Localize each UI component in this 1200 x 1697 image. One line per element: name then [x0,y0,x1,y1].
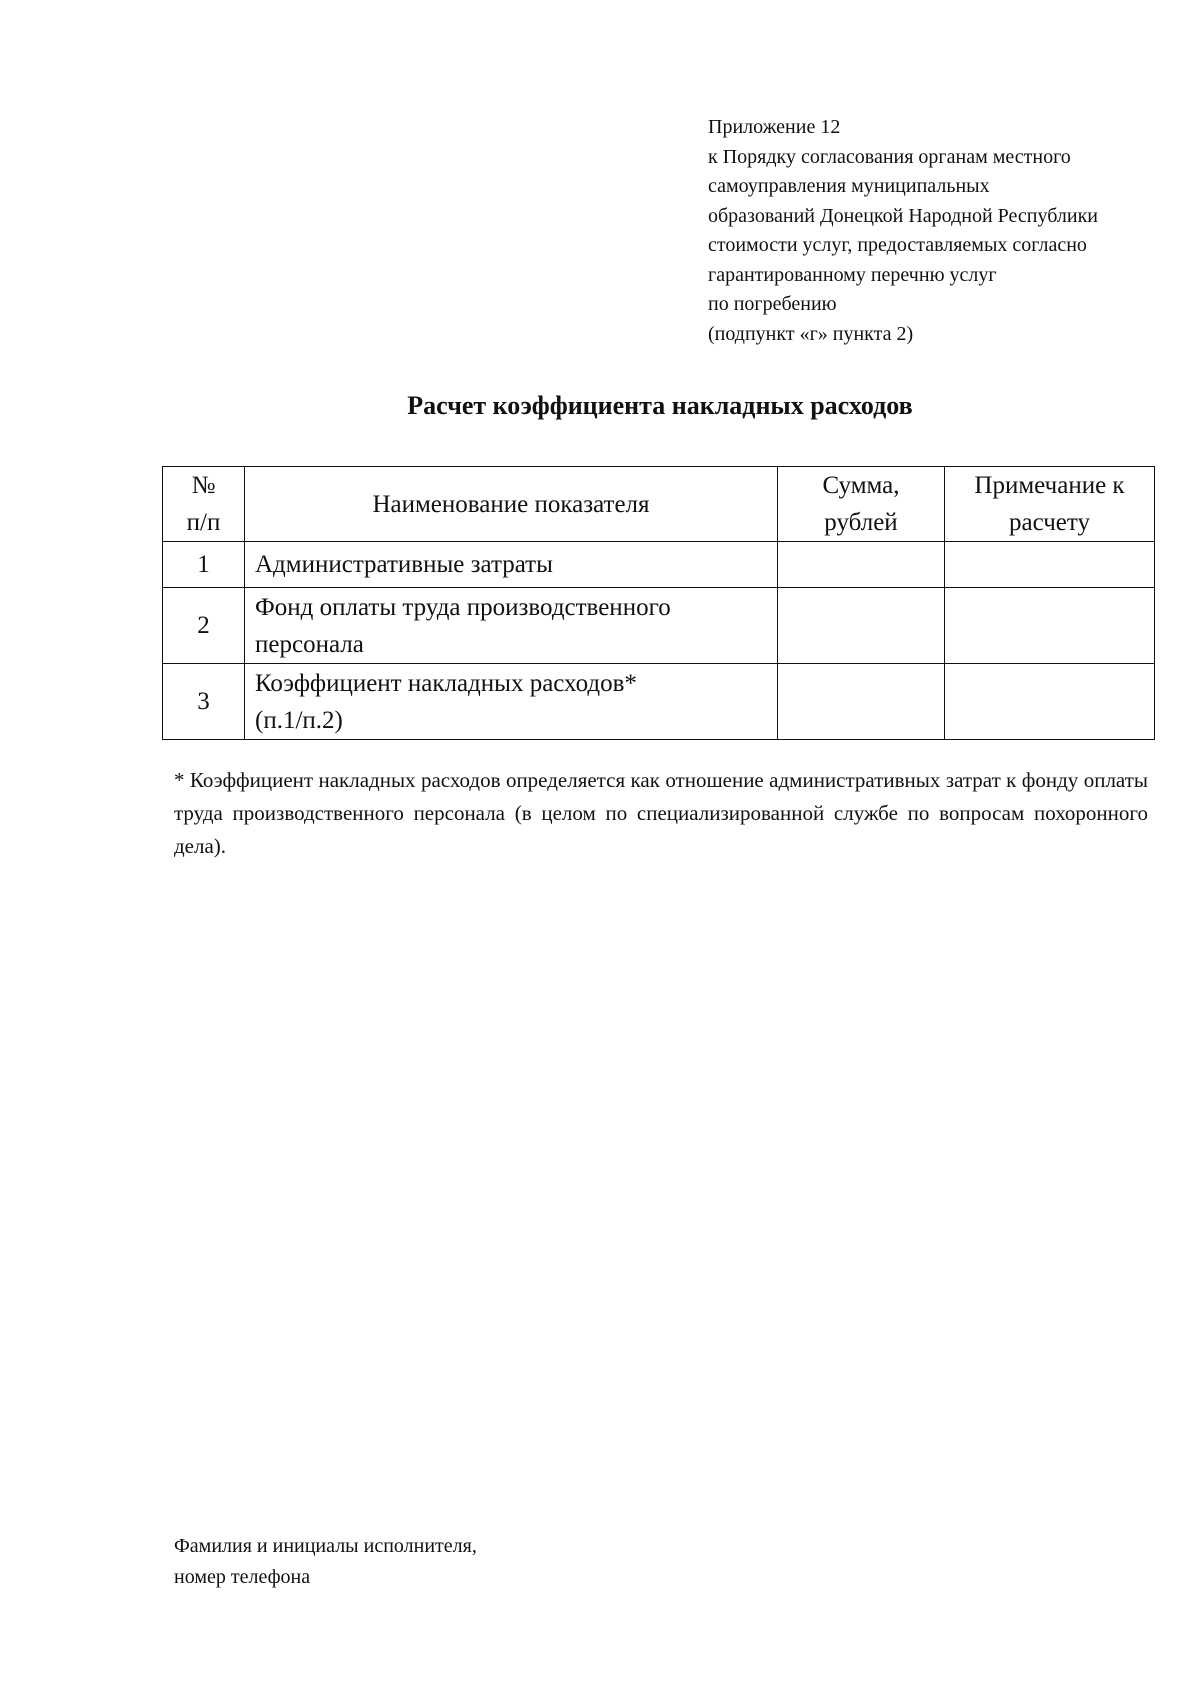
row-sum-cell [778,542,945,588]
table-row [163,664,1155,740]
row-sum-cell [778,664,945,740]
header-number-line: п/п [186,509,221,536]
row-note-cell [945,664,1155,740]
row-sum-cell [778,588,945,664]
appendix-line: образований Донецкой Народной Республики [708,204,1098,227]
row-name-line: персонала [255,630,364,658]
row-name-line: Фонд оплаты труда производственного [255,593,671,621]
calculation-table [162,466,1155,740]
row-indicator-name [245,588,778,664]
appendix-line: стоимости услуг, предоставляемых согласно [708,234,1087,256]
row-number: 2 [163,588,245,664]
header-sum-line: рублей [824,509,898,536]
row-number: 3 [163,664,245,740]
row-indicator-name [245,542,778,588]
row-name-line: Коэффициент накладных расходов* [255,669,637,697]
header-note-line: расчету [1009,509,1090,536]
table-header-row [163,467,1155,542]
row-note-cell [945,542,1155,588]
header-note [945,467,1155,542]
row-number: 1 [163,542,245,588]
signature-block [174,1531,477,1593]
table-row [163,542,1155,588]
appendix-line: по погребению [708,293,837,315]
header-sum [778,467,945,542]
header-sum-line: Сумма, [822,472,900,499]
header-number [163,467,245,542]
header-note-line: Примечание к [974,472,1125,499]
appendix-line: к Порядку согласования органам местного [708,145,1071,168]
appendix-block [708,113,1178,349]
header-indicator-name: Наименование показателя [245,467,778,542]
header-number-line: № [191,472,216,499]
row-name-line: Административные затраты [255,551,553,578]
appendix-line: Приложение 12 [708,116,841,138]
appendix-line: самоуправления муниципальных [708,175,990,197]
row-indicator-name [245,664,778,740]
signature-line: Фамилия и инициалы исполнителя, [174,1535,477,1557]
row-name-line: (п.1/п.2) [255,706,343,734]
appendix-line: гарантированному перечню услуг [708,263,997,286]
document-title: Расчет коэффициента накладных расходов [407,391,913,420]
footnote: * Коэффициент накладных расходов определяется как отношение административных затрат к фонду оплаты труда производственного персонала (в целом по специализированной службе по вопросам похоронного дела). [174,768,1148,858]
appendix-line: (подпункт «г» пункта 2) [708,322,914,345]
signature-line: номер телефона [174,1566,311,1588]
table-row [163,588,1155,664]
row-note-cell [945,588,1155,664]
